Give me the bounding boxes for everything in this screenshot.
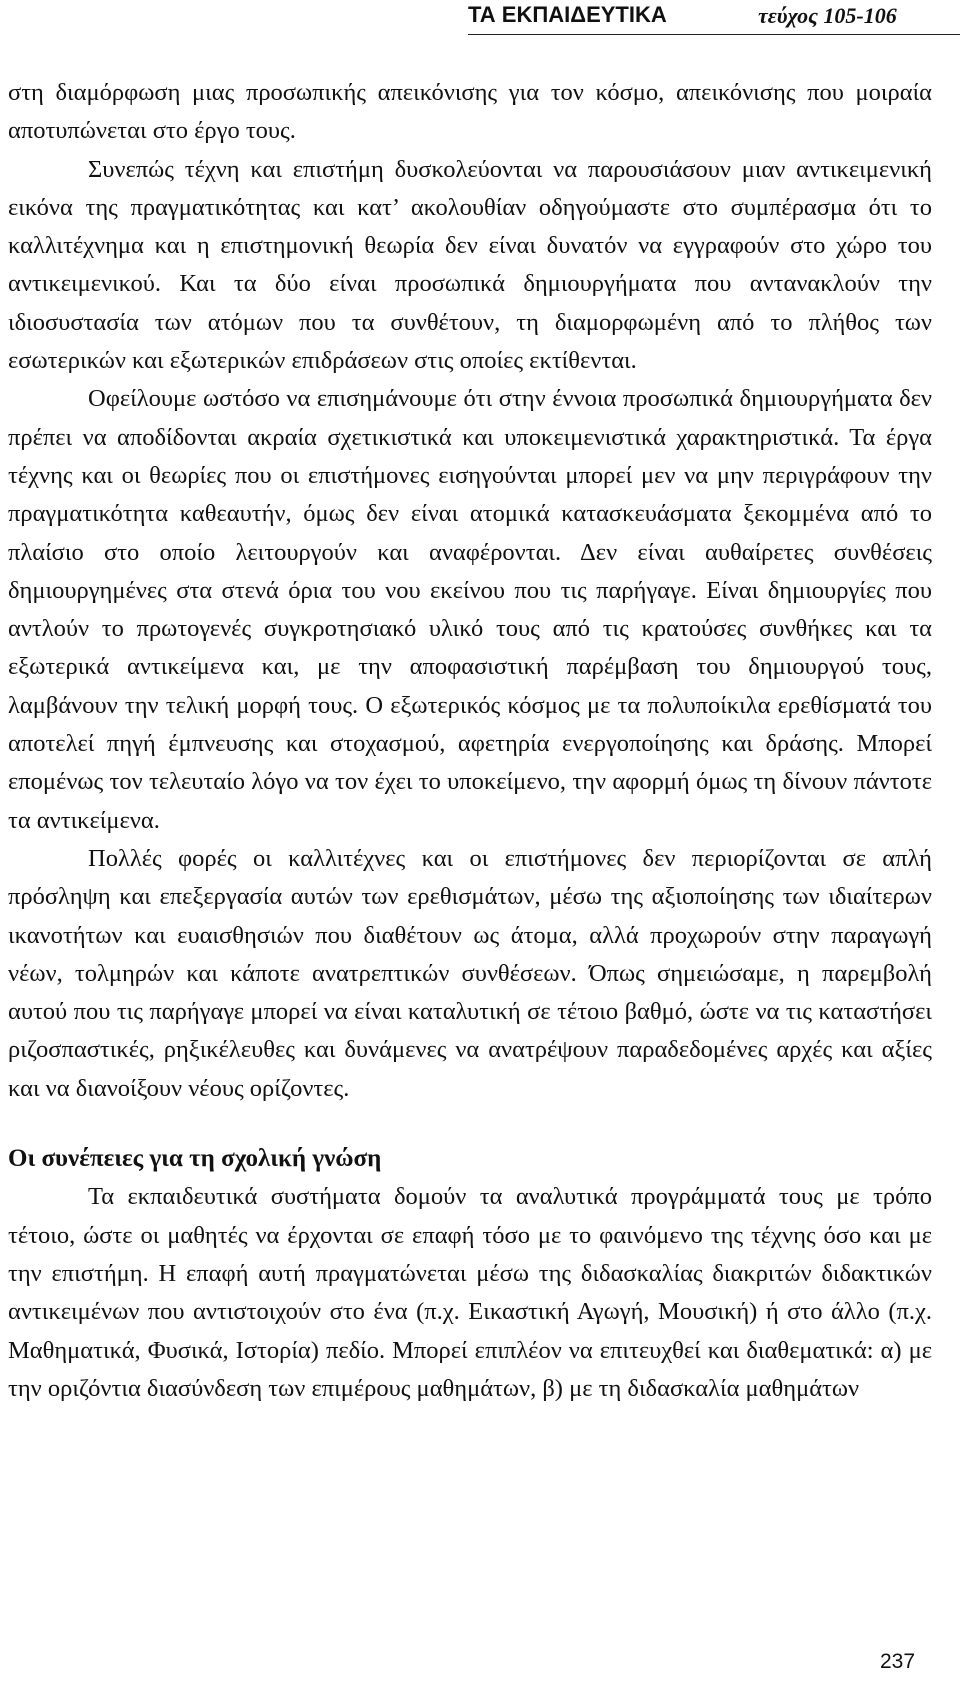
issue-number: τεύχος 105-106 (758, 3, 897, 28)
paragraph: Τα εκπαιδευτικά συστήματα δομούν τα αναλυτικά προγράμματά τους με τρόπο τέτοιο, ώστε οι μαθητές να έρχονται σε επαφή τόσο με το φαινόμενο της τέχνης όσο και με την επιστήμη. Η επαφή αυτή πραγματώνεται μέσω της διδασκαλίας διακριτών διδακτικών αντικειμένων που αντιστοιχούν στο ένα (π.χ. Εικαστική Αγωγή, Μουσική) ή στο άλλο (π.χ. Μαθηματικά, Φυσικά, Ιστορία) πεδίο. Μπορεί επιπλέον να επιτευχθεί και διαθεματικά: α) με την οριζόντια διασύνδεση των επιμέρους μαθημάτων, β) με τη διδασκαλία μαθημάτων (8, 1183, 932, 1402)
running-header (0, 0, 960, 40)
article-body (8, 74, 932, 1408)
paragraph: Οφείλουμε ωστόσο να επισημάνουμε ότι στην έννοια προσωπικά δημιουργήματα δεν πρέπει να αποδίδονται ακραία σχετικιστικά και υποκειμενιστικά χαρακτηριστικά. Τα έργα τέχνης και οι θεωρίες που οι επιστήμονες εισηγούνται μπορεί μεν να μην περιγράφουν την πραγματικότητα καθεαυτήν, όμως δεν είναι ατομικά κατασκευάσματα ξεκομμένα από το πλαίσιο στο οποίο λειτουργούν και αναφέρονται. Δεν είναι αυθαίρετες συνθέσεις δημιουργημένες στα στενά όρια του νου εκείνου που τις παρήγαγε. Είναι δημιουργίες που αντλούν το πρωτογενές συγκροτησιακό υλικό τους από τις κρατούσες συνθήκες και τα εξωτερικά αντικείμενα και, με την αποφασιστική παρέμβαση του δημιουργού τους, λαμβάνουν την τελική μορφή τους. Ο εξωτερικός κόσμος με τα πολυποίκιλα ερεθίσματά του αποτελεί πηγή έμπνευσης και στοχασμού, αφετηρία ενεργοποίησης και δράσης. Μπορεί επομένως τον τελευταίο λόγο να τον έχει το υποκείμενο, την αφορμή όμως τη δίνουν πάντοτε τα αντικείμενα. (8, 385, 932, 834)
paragraph: Συνεπώς τέχνη και επιστήμη δυσκολεύονται να παρουσιάσουν μιαν αντικειμενική εικόνα της πραγματικότητας και κατ’ ακολουθίαν οδηγούμαστε στο συμπέρασμα ότι το καλλιτέχνημα και η επιστημονική θεωρία δεν είναι δυνατόν να εγγραφούν στο χώρο του αντικειμενικού. Και τα δύο είναι προσωπικά δημιουργήματα που αντανακλούν την ιδιοσυστασία των ατόμων που τα συνθέτουν, τη διαμορφωμένη από το πλήθος των εσωτερικών και εξωτερικών επιδράσεων στις οποίες εκτίθενται. (8, 155, 932, 375)
paragraph: Πολλές φορές οι καλλιτέχνες και οι επιστήμονες δεν περιορίζονται σε απλή πρόσληψη και επεξεργασία αυτών των ερεθισμάτων, μέσω της αξιοποίησης των ιδιαίτερων ικανοτήτων και ευαισθησιών που διαθέτουν ως άτομα, αλλά προχωρούν στην παραγωγή νέων, τολμηρών και κάποτε ανατρεπτικών συνθέσεων. Όπως σημειώσαμε, η παρεμβολή αυτού που τις παρήγαγε μπορεί να είναι καταλυτική σε τέτοιο βαθμό, ώστε να τις καταστήσει ριζοσπαστικές, ρηξικέλευθες και δυνάμενες να ανατρέψουν παραδεδομένες αρχές και αξίες και να διανοίξουν νέους ορίζοντες. (8, 844, 932, 1102)
section-heading: Οι συνέπειες για τη σχολική γνώση (8, 1145, 382, 1173)
paragraph: στη διαμόρφωση μιας προσωπικής απεικόνισης για τον κόσμο, απεικόνισης που μοιραία αποτυπώνεται στο έργο τους. (8, 79, 932, 145)
page-number: 237 (880, 1650, 916, 1673)
journal-title: ΤΑ ΕΚΠΑΙΔΕΥΤΙΚΑ (468, 2, 667, 27)
header-rule (468, 34, 960, 35)
